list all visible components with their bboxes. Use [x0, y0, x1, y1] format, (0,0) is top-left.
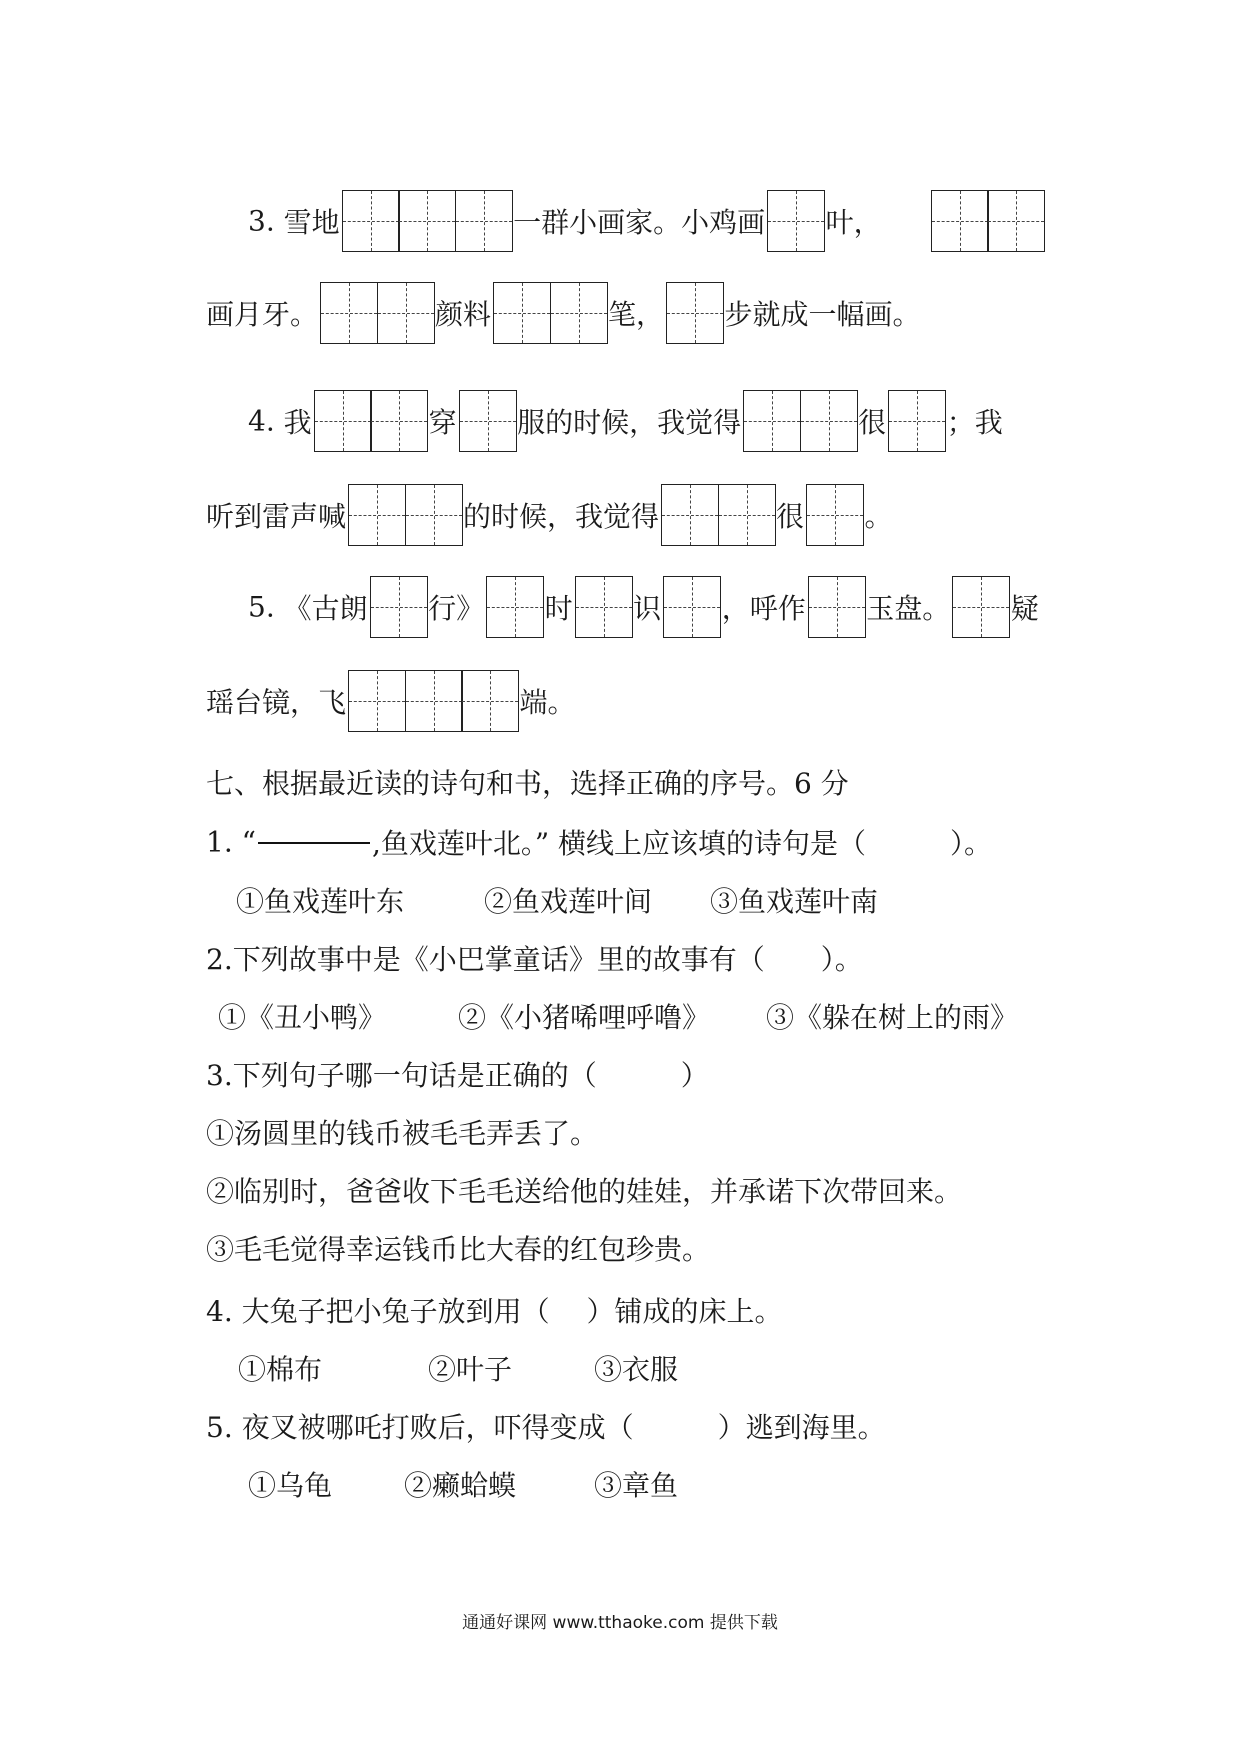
q5-line-1 [248, 576, 1240, 638]
option: ②鱼戏莲叶间 [484, 885, 653, 918]
q3-text-2: 一群小画家。小鸡画 [513, 206, 766, 239]
option: ③衣服 [594, 1353, 679, 1386]
option: ③毛毛觉得幸运钱币比大春的红包珍贵。 [206, 1233, 711, 1266]
s7-q4-options [238, 1348, 1240, 1388]
q4-text-7: 的时候，我觉得 [463, 500, 660, 533]
tianzi-grid[interactable] [575, 576, 632, 638]
s7-q1-options [236, 880, 1240, 920]
option: ②叶子 [428, 1353, 513, 1386]
tianzi-grid[interactable] [348, 484, 461, 546]
option: ②癞蛤蟆 [404, 1469, 517, 1502]
option: ③《躲在树上的雨》 [766, 1001, 1019, 1034]
q4-text-1: 我 [283, 406, 312, 439]
q5-text-6: 玉盘。 [866, 592, 951, 625]
tianzi-grid[interactable] [459, 390, 516, 452]
tianzi-grid[interactable] [661, 484, 774, 546]
q3-number: 3. [248, 204, 275, 238]
tianzi-grid[interactable] [493, 282, 606, 344]
tianzi-grid[interactable] [888, 390, 945, 452]
tianzi-grid[interactable] [808, 576, 865, 638]
q5-text-2: 行》 [428, 592, 485, 625]
q5-text-5: ，呼作 [721, 592, 806, 625]
tianzi-grid[interactable] [342, 190, 512, 252]
q5-text-7: 疑 [1010, 592, 1039, 625]
q4-line-1 [248, 390, 1240, 452]
q3-text-7: 步就成一幅画。 [724, 298, 921, 331]
q4-line-2 [206, 484, 1240, 546]
tianzi-grid[interactable] [348, 670, 518, 732]
q3-text-3: 叶， [825, 206, 882, 239]
tianzi-grid[interactable] [931, 190, 1044, 252]
q5-text-4: 识 [633, 592, 662, 625]
s7-q2: 2.下列故事中是《小巴掌童话》里的故事有（ ）。 [206, 943, 863, 976]
q4-text-6: 听到雷声喊 [206, 500, 347, 533]
option: ③章鱼 [594, 1469, 679, 1502]
option: ①《丑小鸭》 [218, 1001, 387, 1034]
q4-text-9: 。 [864, 500, 893, 533]
option: ①乌龟 [248, 1469, 333, 1502]
q4-number: 4. [248, 404, 275, 438]
tianzi-grid[interactable] [666, 282, 723, 344]
answer-blank[interactable] [258, 841, 370, 844]
tianzi-grid[interactable] [314, 390, 427, 452]
section-7-heading: 七、根据最近读的诗句和书，选择正确的序号。6 分 [206, 767, 849, 800]
q5-line-2 [206, 670, 1240, 732]
tianzi-grid[interactable] [767, 190, 824, 252]
s7-q5: 5. 夜叉被哪吒打败后，吓得变成（ ）逃到海里。 [206, 1411, 886, 1444]
q5-number: 5. [248, 590, 275, 624]
option: ②《小猪唏哩呼噜》 [458, 1001, 711, 1034]
q3-text-5: 颜料 [435, 298, 492, 331]
tianzi-grid[interactable] [370, 576, 427, 638]
option: ②临别时，爸爸收下毛毛送给他的娃娃，并承诺下次带回来。 [206, 1175, 963, 1208]
footer-credit: 通通好课网 www.tthaoke.com 提供下载 [462, 1613, 778, 1633]
q4-text-2: 穿 [428, 406, 457, 439]
s7-q1 [206, 822, 1240, 862]
q4-text-5: ；我 [946, 406, 1003, 439]
q5-text-3: 时 [544, 592, 573, 625]
q5-text-1: 《古朗 [283, 592, 368, 625]
q4-text-3: 服的时候，我觉得 [517, 406, 742, 439]
q3-text-4: 画月牙。 [206, 298, 319, 331]
tianzi-grid[interactable] [663, 576, 720, 638]
tianzi-grid[interactable] [806, 484, 863, 546]
s7-q5-options [248, 1464, 1240, 1504]
tianzi-grid[interactable] [952, 576, 1009, 638]
s7-q1-suffix: ,鱼戏莲叶北。” 横线上应该填的诗句是（ ）。 [371, 827, 993, 860]
option: ①棉布 [238, 1353, 323, 1386]
tianzi-grid[interactable] [743, 390, 856, 452]
option: ③鱼戏莲叶南 [710, 885, 879, 918]
q3-text-6: 笔， [608, 298, 665, 331]
s7-q3: 3.下列句子哪一句话是正确的（ ） [206, 1059, 709, 1092]
option: ①汤圆里的钱币被毛毛弄丢了。 [206, 1117, 599, 1150]
q5-text-9: 端。 [519, 686, 576, 719]
s7-q2-options [218, 996, 1240, 1036]
q3-line-1 [248, 190, 1240, 252]
tianzi-grid[interactable] [320, 282, 433, 344]
q4-text-8: 很 [776, 500, 805, 533]
q3-line-2 [206, 282, 1240, 344]
q3-text-1: 雪地 [283, 206, 340, 239]
s7-q1-prefix: 1. “ [206, 825, 256, 859]
s7-q4: 4. 大兔子把小兔子放到用（ ）铺成的床上。 [206, 1295, 783, 1328]
tianzi-grid[interactable] [486, 576, 543, 638]
q5-text-8: 瑶台镜，飞 [206, 686, 347, 719]
q4-text-4: 很 [858, 406, 887, 439]
option: ①鱼戏莲叶东 [236, 885, 405, 918]
